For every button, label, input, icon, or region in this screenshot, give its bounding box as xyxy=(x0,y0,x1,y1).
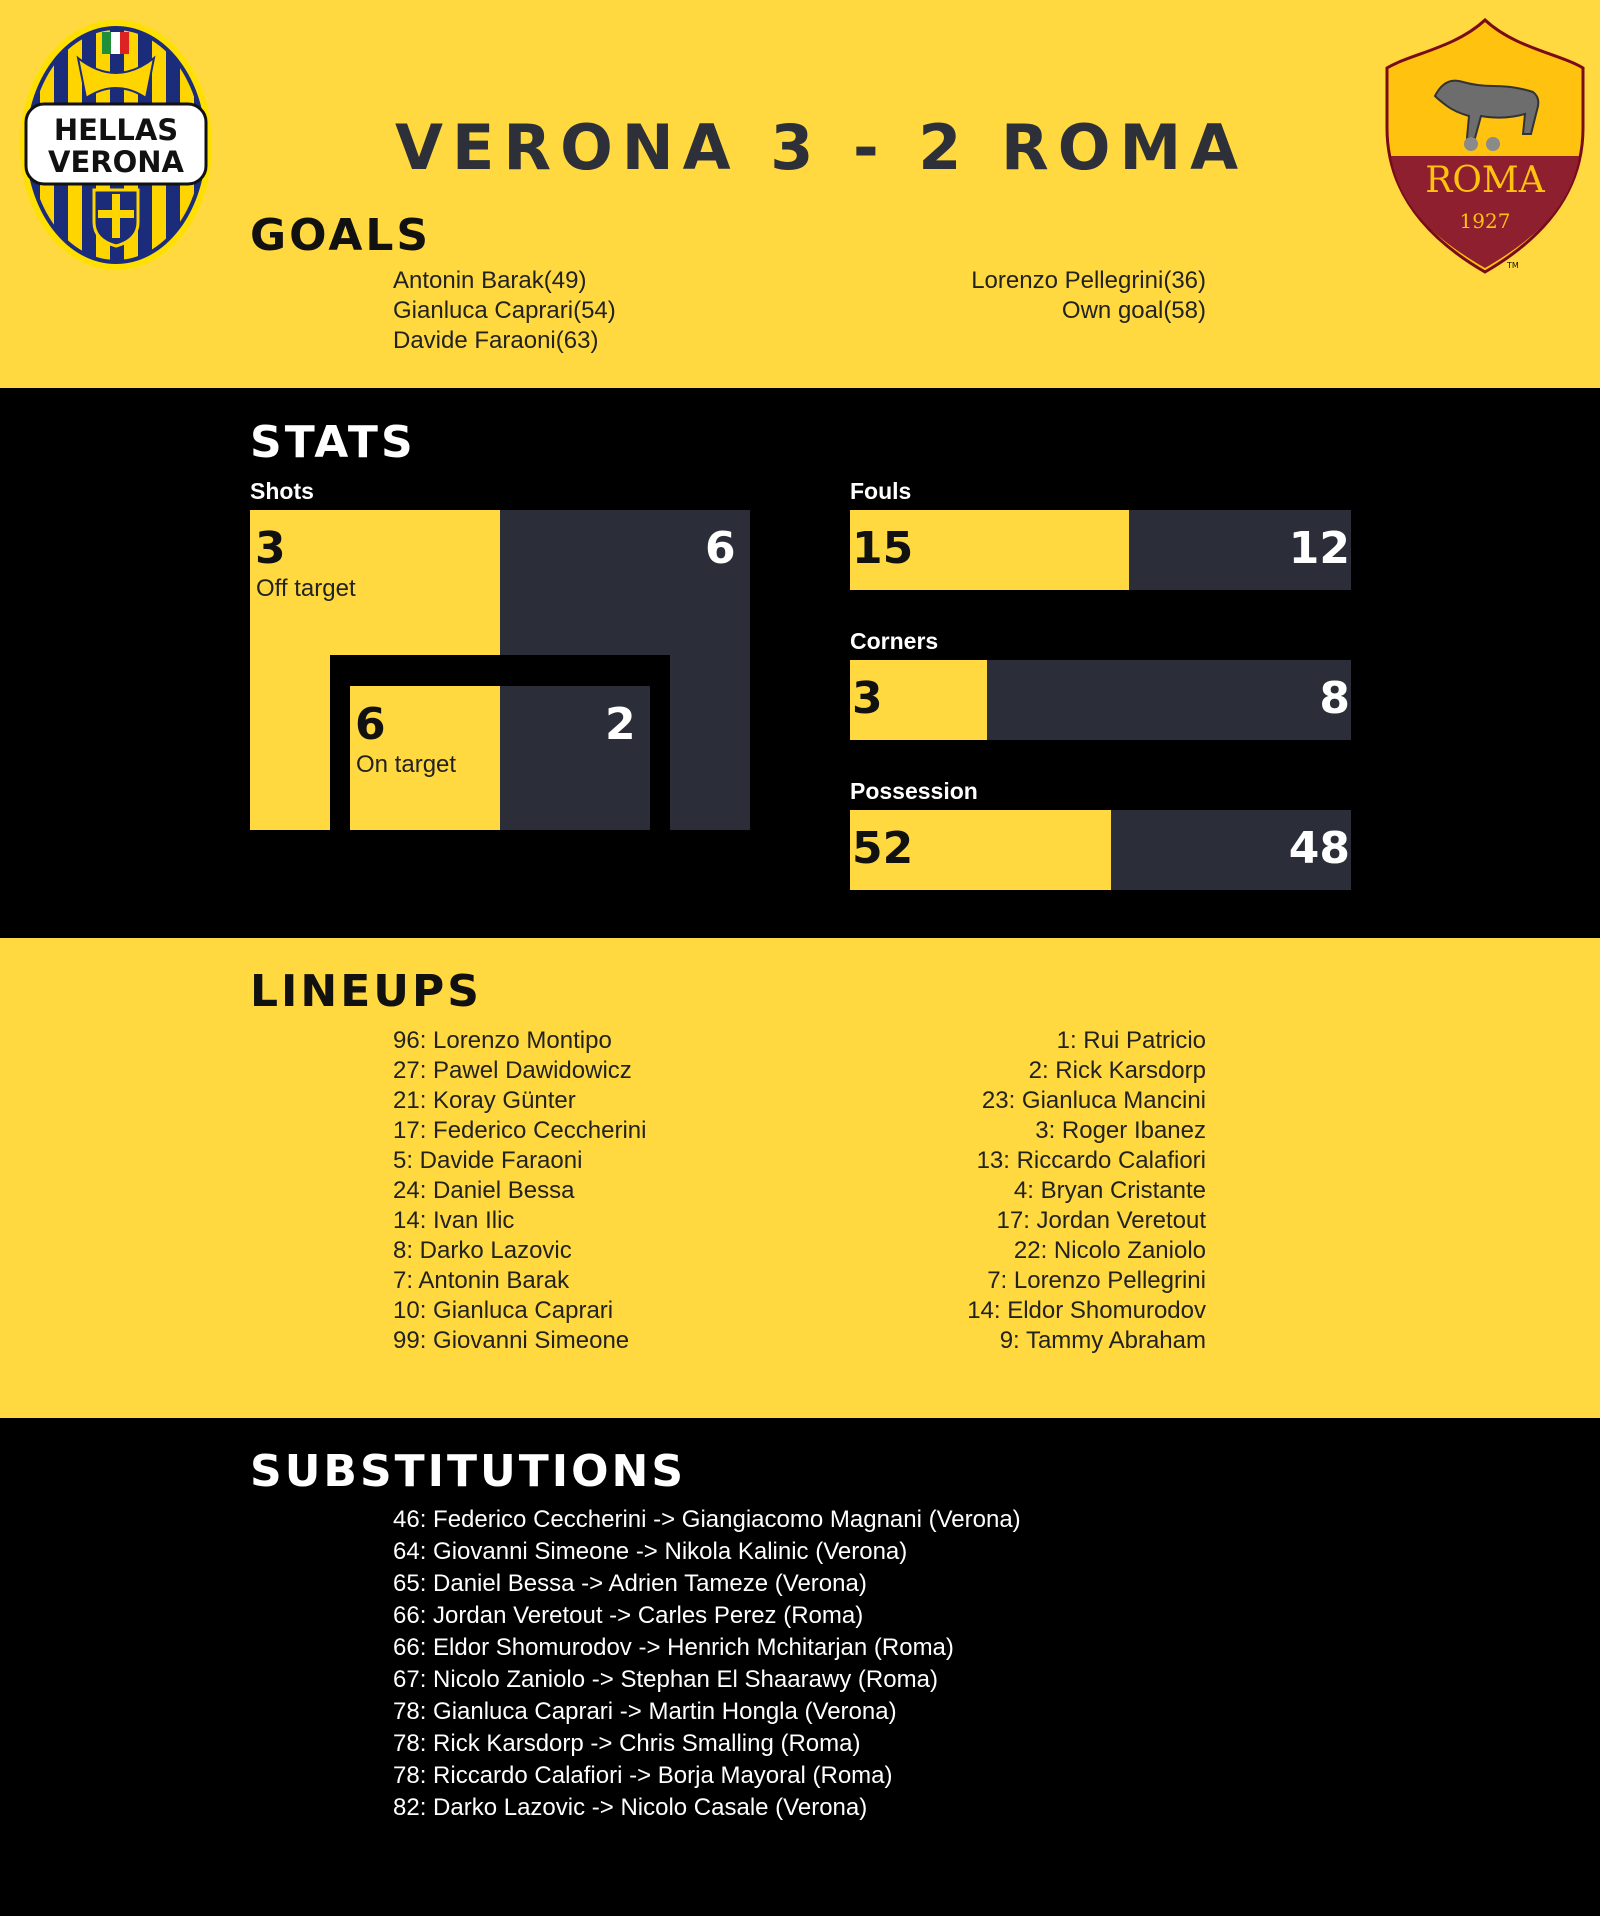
shots-on-target-home-value: 6 xyxy=(355,699,386,750)
substitution-item: 78: Rick Karsdorp -> Chris Smalling (Roma) xyxy=(393,1730,861,1757)
substitution-item: 65: Daniel Bessa -> Adrien Tameze (Verona) xyxy=(393,1570,867,1597)
away-goal-item: Lorenzo Pellegrini(36) xyxy=(971,267,1206,294)
home-goal-item: Davide Faraoni(63) xyxy=(393,327,599,354)
possession-label: Possession xyxy=(850,778,978,804)
away-lineup-item: 1: Rui Patricio xyxy=(1056,1027,1206,1054)
substitutions-list xyxy=(393,1504,1021,1824)
shots-on-target-label: On target xyxy=(356,751,457,778)
home-goals-list xyxy=(393,266,616,356)
home-lineup-item: 96: Lorenzo Montipo xyxy=(393,1027,612,1054)
goals-heading: GOALS xyxy=(250,210,432,261)
shots-label: Shots xyxy=(250,478,314,504)
home-goal-item: Gianluca Caprari(54) xyxy=(393,297,616,324)
away-lineup-item: 7: Lorenzo Pellegrini xyxy=(987,1267,1206,1294)
home-lineup-item: 27: Pawel Dawidowicz xyxy=(393,1057,632,1084)
stats-section xyxy=(0,388,1600,938)
away-lineup-item: 3: Roger Ibanez xyxy=(1035,1117,1206,1144)
away-lineup-item: 2: Rick Karsdorp xyxy=(1028,1057,1206,1084)
match-title: VERONA 3 - 2 ROMA xyxy=(395,111,1248,184)
home-lineup-item: 21: Koray Günter xyxy=(393,1087,576,1114)
shots-off-target-home-value: 3 xyxy=(255,523,286,574)
away-lineup-item: 14: Eldor Shomurodov xyxy=(967,1297,1206,1324)
as-roma-crest-icon xyxy=(1385,18,1585,276)
verona-crest-line1: HELLAS xyxy=(53,113,179,147)
away-lineup-item: 9: Tammy Abraham xyxy=(999,1327,1206,1354)
away-lineup-item: 17: Jordan Veretout xyxy=(996,1207,1206,1234)
substitution-item: 67: Nicolo Zaniolo -> Stephan El Shaarawy (Roma) xyxy=(393,1666,938,1693)
home-goal-item: Antonin Barak(49) xyxy=(393,267,587,294)
corners-away-value: 8 xyxy=(1319,673,1350,724)
home-lineup-item: 17: Federico Ceccherini xyxy=(393,1117,647,1144)
substitution-item: 46: Federico Ceccherini -> Giangiacomo Magnani (Verona) xyxy=(393,1506,1021,1533)
shots-on-target-away-value: 2 xyxy=(605,699,636,750)
substitution-item: 78: Gianluca Caprari -> Martin Hongla (Verona) xyxy=(393,1698,897,1725)
lineups-heading: LINEUPS xyxy=(250,966,482,1017)
possession-home-value: 52 xyxy=(852,823,914,874)
lineups-section xyxy=(0,938,1600,1418)
away-goals-list xyxy=(971,266,1206,326)
roma-crest-tm: TM xyxy=(1507,261,1519,270)
fouls-label: Fouls xyxy=(850,478,912,504)
header-section xyxy=(0,0,1600,388)
hellas-verona-crest-icon xyxy=(18,18,214,272)
away-goal-item: Own goal(58) xyxy=(1061,297,1206,324)
substitution-item: 64: Giovanni Simeone -> Nikola Kalinic (Verona) xyxy=(393,1538,908,1565)
stats-heading: STATS xyxy=(250,417,416,468)
possession-away-value: 48 xyxy=(1288,823,1350,874)
away-lineup-list xyxy=(967,1026,1206,1356)
home-lineup-item: 99: Giovanni Simeone xyxy=(393,1327,630,1354)
home-lineup-item: 5: Davide Faraoni xyxy=(393,1147,583,1174)
substitution-item: 66: Jordan Veretout -> Carles Perez (Roma) xyxy=(393,1602,864,1629)
home-lineup-item: 8: Darko Lazovic xyxy=(393,1237,572,1264)
fouls-home-value: 15 xyxy=(852,523,914,574)
fouls-away-value: 12 xyxy=(1288,523,1350,574)
corners-label: Corners xyxy=(850,628,939,654)
away-lineup-item: 22: Nicolo Zaniolo xyxy=(1013,1237,1206,1264)
substitution-item: 82: Darko Lazovic -> Nicolo Casale (Verona) xyxy=(393,1794,868,1821)
shots-off-target-away-value: 6 xyxy=(705,523,736,574)
corners-home-value: 3 xyxy=(852,673,883,724)
away-lineup-item: 23: Gianluca Mancini xyxy=(981,1087,1206,1114)
substitution-item: 78: Riccardo Calafiori -> Borja Mayoral (Roma) xyxy=(393,1762,893,1789)
roma-crest-name: ROMA xyxy=(1425,160,1545,201)
home-lineup-item: 7: Antonin Barak xyxy=(393,1267,570,1294)
away-lineup-item: 4: Bryan Cristante xyxy=(1013,1177,1206,1204)
substitution-item: 66: Eldor Shomurodov -> Henrich Mchitarjan (Roma) xyxy=(393,1634,954,1661)
shots-off-target-label: Off target xyxy=(256,575,356,602)
roma-crest-year: 1927 xyxy=(1459,209,1511,233)
verona-crest-line2: VERONA xyxy=(48,145,184,179)
home-lineup-item: 10: Gianluca Caprari xyxy=(393,1297,614,1324)
away-lineup-item: 13: Riccardo Calafiori xyxy=(976,1147,1206,1174)
home-lineup-item: 24: Daniel Bessa xyxy=(393,1177,575,1204)
home-lineup-list xyxy=(393,1026,646,1356)
substitutions-heading: SUBSTITUTIONS xyxy=(250,1446,687,1497)
home-lineup-item: 14: Ivan Ilic xyxy=(393,1207,515,1234)
